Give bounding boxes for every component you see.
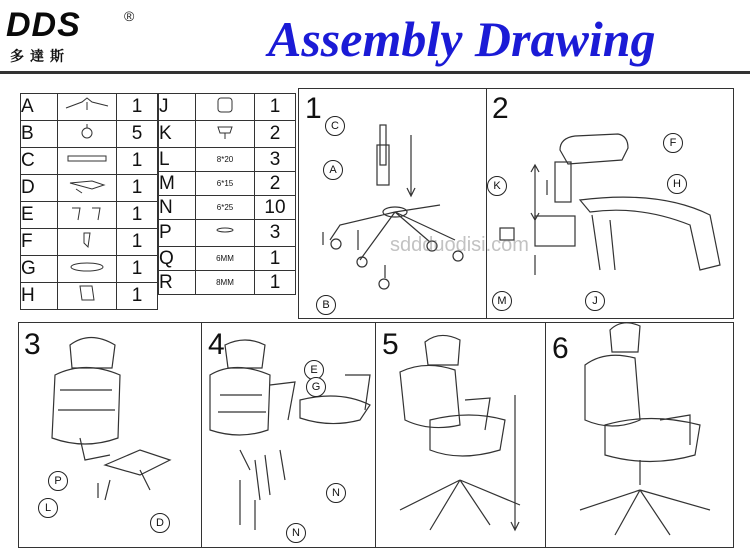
part-qty: 1 <box>117 175 158 202</box>
callout-label: E <box>304 360 324 380</box>
part-qty: 3 <box>255 148 296 172</box>
page-title: Assembly Drawing <box>268 11 656 67</box>
part-qty: 1 <box>117 202 158 229</box>
step-number: 5 <box>382 328 399 361</box>
part-letter: R <box>159 271 196 295</box>
part-letter: Q <box>159 247 196 271</box>
callout-label: J <box>585 291 605 311</box>
part-qty: 2 <box>255 121 296 148</box>
hex-key-size-label: 6MM <box>216 253 234 263</box>
step6-drawing <box>580 323 710 535</box>
step-number: 1 <box>305 92 322 125</box>
part-letter: H <box>21 283 58 310</box>
bolt-size-label: 6*15 <box>216 178 234 188</box>
part-qty: 1 <box>255 247 296 271</box>
step4-drawing <box>210 340 370 530</box>
logo-brand: DDS <box>6 6 81 44</box>
watermark: sddduodisi.com <box>390 234 529 256</box>
part-qty: 1 <box>255 271 296 295</box>
part-qty: 1 <box>117 283 158 310</box>
step2-drawing <box>500 134 720 275</box>
part-qty: 1 <box>117 148 158 175</box>
logo-registered-mark: ® <box>124 8 135 24</box>
step5-drawing <box>400 335 520 530</box>
part-letter: A <box>21 94 58 121</box>
part-letter: E <box>21 202 58 229</box>
part-letter: B <box>21 121 58 148</box>
step-number: 3 <box>24 328 41 361</box>
callout-label: H <box>667 174 687 194</box>
part-letter: J <box>159 94 196 121</box>
callout-label: N <box>286 523 306 543</box>
callout-label: M <box>492 291 512 311</box>
part-letter: D <box>21 175 58 202</box>
step-number: 6 <box>552 332 569 365</box>
part-letter: C <box>21 148 58 175</box>
callout-label: B <box>316 295 336 315</box>
part-qty: 1 <box>255 94 296 121</box>
callout-label: F <box>663 133 683 153</box>
part-letter: G <box>21 256 58 283</box>
step-number: 4 <box>208 328 225 361</box>
bolt-size-label: 8*20 <box>216 154 234 164</box>
part-qty: 1 <box>117 229 158 256</box>
part-letter: M <box>159 172 196 196</box>
part-letter: P <box>159 220 196 247</box>
logo-chinese-name: 多達斯 <box>10 49 70 65</box>
part-qty: 1 <box>117 94 158 121</box>
part-letter: F <box>21 229 58 256</box>
callout-label: A <box>323 160 343 180</box>
step3-drawing <box>52 338 170 501</box>
bolt-size-label: 6*25 <box>216 202 234 212</box>
callout-label: P <box>48 471 68 491</box>
part-qty: 3 <box>255 220 296 247</box>
step1-drawing <box>323 125 463 289</box>
callout-label: D <box>150 513 170 533</box>
callout-label: L <box>38 498 58 518</box>
part-letter: N <box>159 196 196 220</box>
part-qty: 2 <box>255 172 296 196</box>
callout-label: C <box>325 116 345 136</box>
callout-label: N <box>326 483 346 503</box>
callout-label: K <box>487 176 507 196</box>
part-letter: L <box>159 148 196 172</box>
hex-key-size-label: 8MM <box>216 277 234 287</box>
part-qty: 1 <box>117 256 158 283</box>
step-number: 2 <box>492 92 509 125</box>
part-letter: K <box>159 121 196 148</box>
callout-label: G <box>306 377 326 397</box>
part-qty: 5 <box>117 121 158 148</box>
part-qty: 10 <box>255 196 296 220</box>
